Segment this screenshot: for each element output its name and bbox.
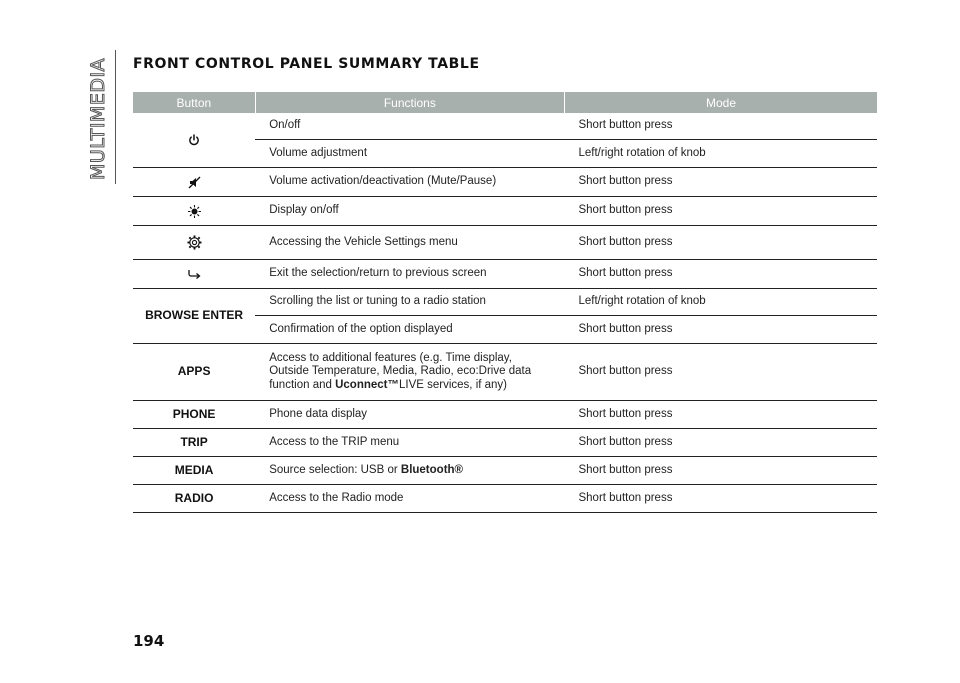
mode-cell: Short button press	[564, 485, 877, 513]
button-cell	[133, 168, 255, 197]
function-cell	[255, 344, 564, 401]
table-row	[133, 113, 877, 140]
power-icon	[188, 134, 200, 146]
button-label: TRIP	[133, 429, 255, 457]
mode-cell: Short button press	[564, 344, 877, 401]
section-divider	[115, 50, 116, 184]
function-cell: Access to the TRIP menu	[255, 429, 564, 457]
button-label: RADIO	[133, 485, 255, 513]
button-cell	[133, 226, 255, 260]
function-cell: Display on/off	[255, 197, 564, 226]
function-text: Source selection: USB or	[269, 463, 401, 476]
button-label: PHONE	[133, 401, 255, 429]
function-cell: Volume adjustment	[255, 140, 564, 168]
mode-cell: Short button press	[564, 457, 877, 485]
settings-gear-icon	[187, 235, 202, 250]
function-cell: On/off	[255, 113, 564, 140]
mode-cell: Short button press	[564, 113, 877, 140]
page-number: 194	[133, 632, 165, 650]
function-cell: Volume activation/deactivation (Mute/Pause)	[255, 168, 564, 197]
mode-cell: Left/right rotation of knob	[564, 140, 877, 168]
section-tab	[83, 54, 113, 184]
mute-icon	[188, 176, 201, 189]
function-cell: Exit the selection/return to previous screen	[255, 260, 564, 289]
table-row	[133, 289, 877, 316]
mode-cell: Short button press	[564, 316, 877, 344]
table-row	[133, 401, 877, 429]
header-button: Button	[133, 92, 255, 113]
mode-cell: Short button press	[564, 429, 877, 457]
button-cell	[133, 260, 255, 289]
back-return-icon	[187, 269, 201, 279]
table-row	[133, 485, 877, 513]
button-cell	[133, 113, 255, 168]
mode-cell: Short button press	[564, 260, 877, 289]
button-label: APPS	[133, 344, 255, 401]
header-functions: Functions	[255, 92, 564, 113]
table-row	[133, 197, 877, 226]
table-row	[133, 226, 877, 260]
function-text-tail: LIVE services, if any)	[399, 378, 508, 391]
function-cell	[255, 457, 564, 485]
function-text: Access to additional features (e.g. Time display, Outside Temperature, Media, Radio, eco:Drive data function and	[269, 351, 532, 391]
mode-cell: Short button press	[564, 226, 877, 260]
table-header-row	[133, 92, 877, 113]
summary-table	[133, 92, 877, 513]
table-row	[133, 344, 877, 401]
function-brand: Uconnect™	[335, 378, 399, 391]
mode-cell: Short button press	[564, 401, 877, 429]
table-row	[133, 168, 877, 197]
header-mode: Mode	[564, 92, 877, 113]
button-label: MEDIA	[133, 457, 255, 485]
table-row	[133, 260, 877, 289]
function-cell: Phone data display	[255, 401, 564, 429]
function-cell: Accessing the Vehicle Settings menu	[255, 226, 564, 260]
mode-cell: Short button press	[564, 168, 877, 197]
table-row	[133, 429, 877, 457]
button-label: BROWSE ENTER	[133, 289, 255, 344]
function-cell: Scrolling the list or tuning to a radio station	[255, 289, 564, 316]
mode-cell: Short button press	[564, 197, 877, 226]
display-brightness-icon	[188, 205, 201, 218]
function-cell: Confirmation of the option displayed	[255, 316, 564, 344]
function-brand: Bluetooth®	[400, 463, 464, 476]
table-row	[133, 457, 877, 485]
page-heading: FRONT CONTROL PANEL SUMMARY TABLE	[133, 56, 480, 72]
button-cell	[133, 197, 255, 226]
section-tab-label: MULTIMEDIA	[87, 57, 110, 181]
function-cell: Access to the Radio mode	[255, 485, 564, 513]
mode-cell: Left/right rotation of knob	[564, 289, 877, 316]
